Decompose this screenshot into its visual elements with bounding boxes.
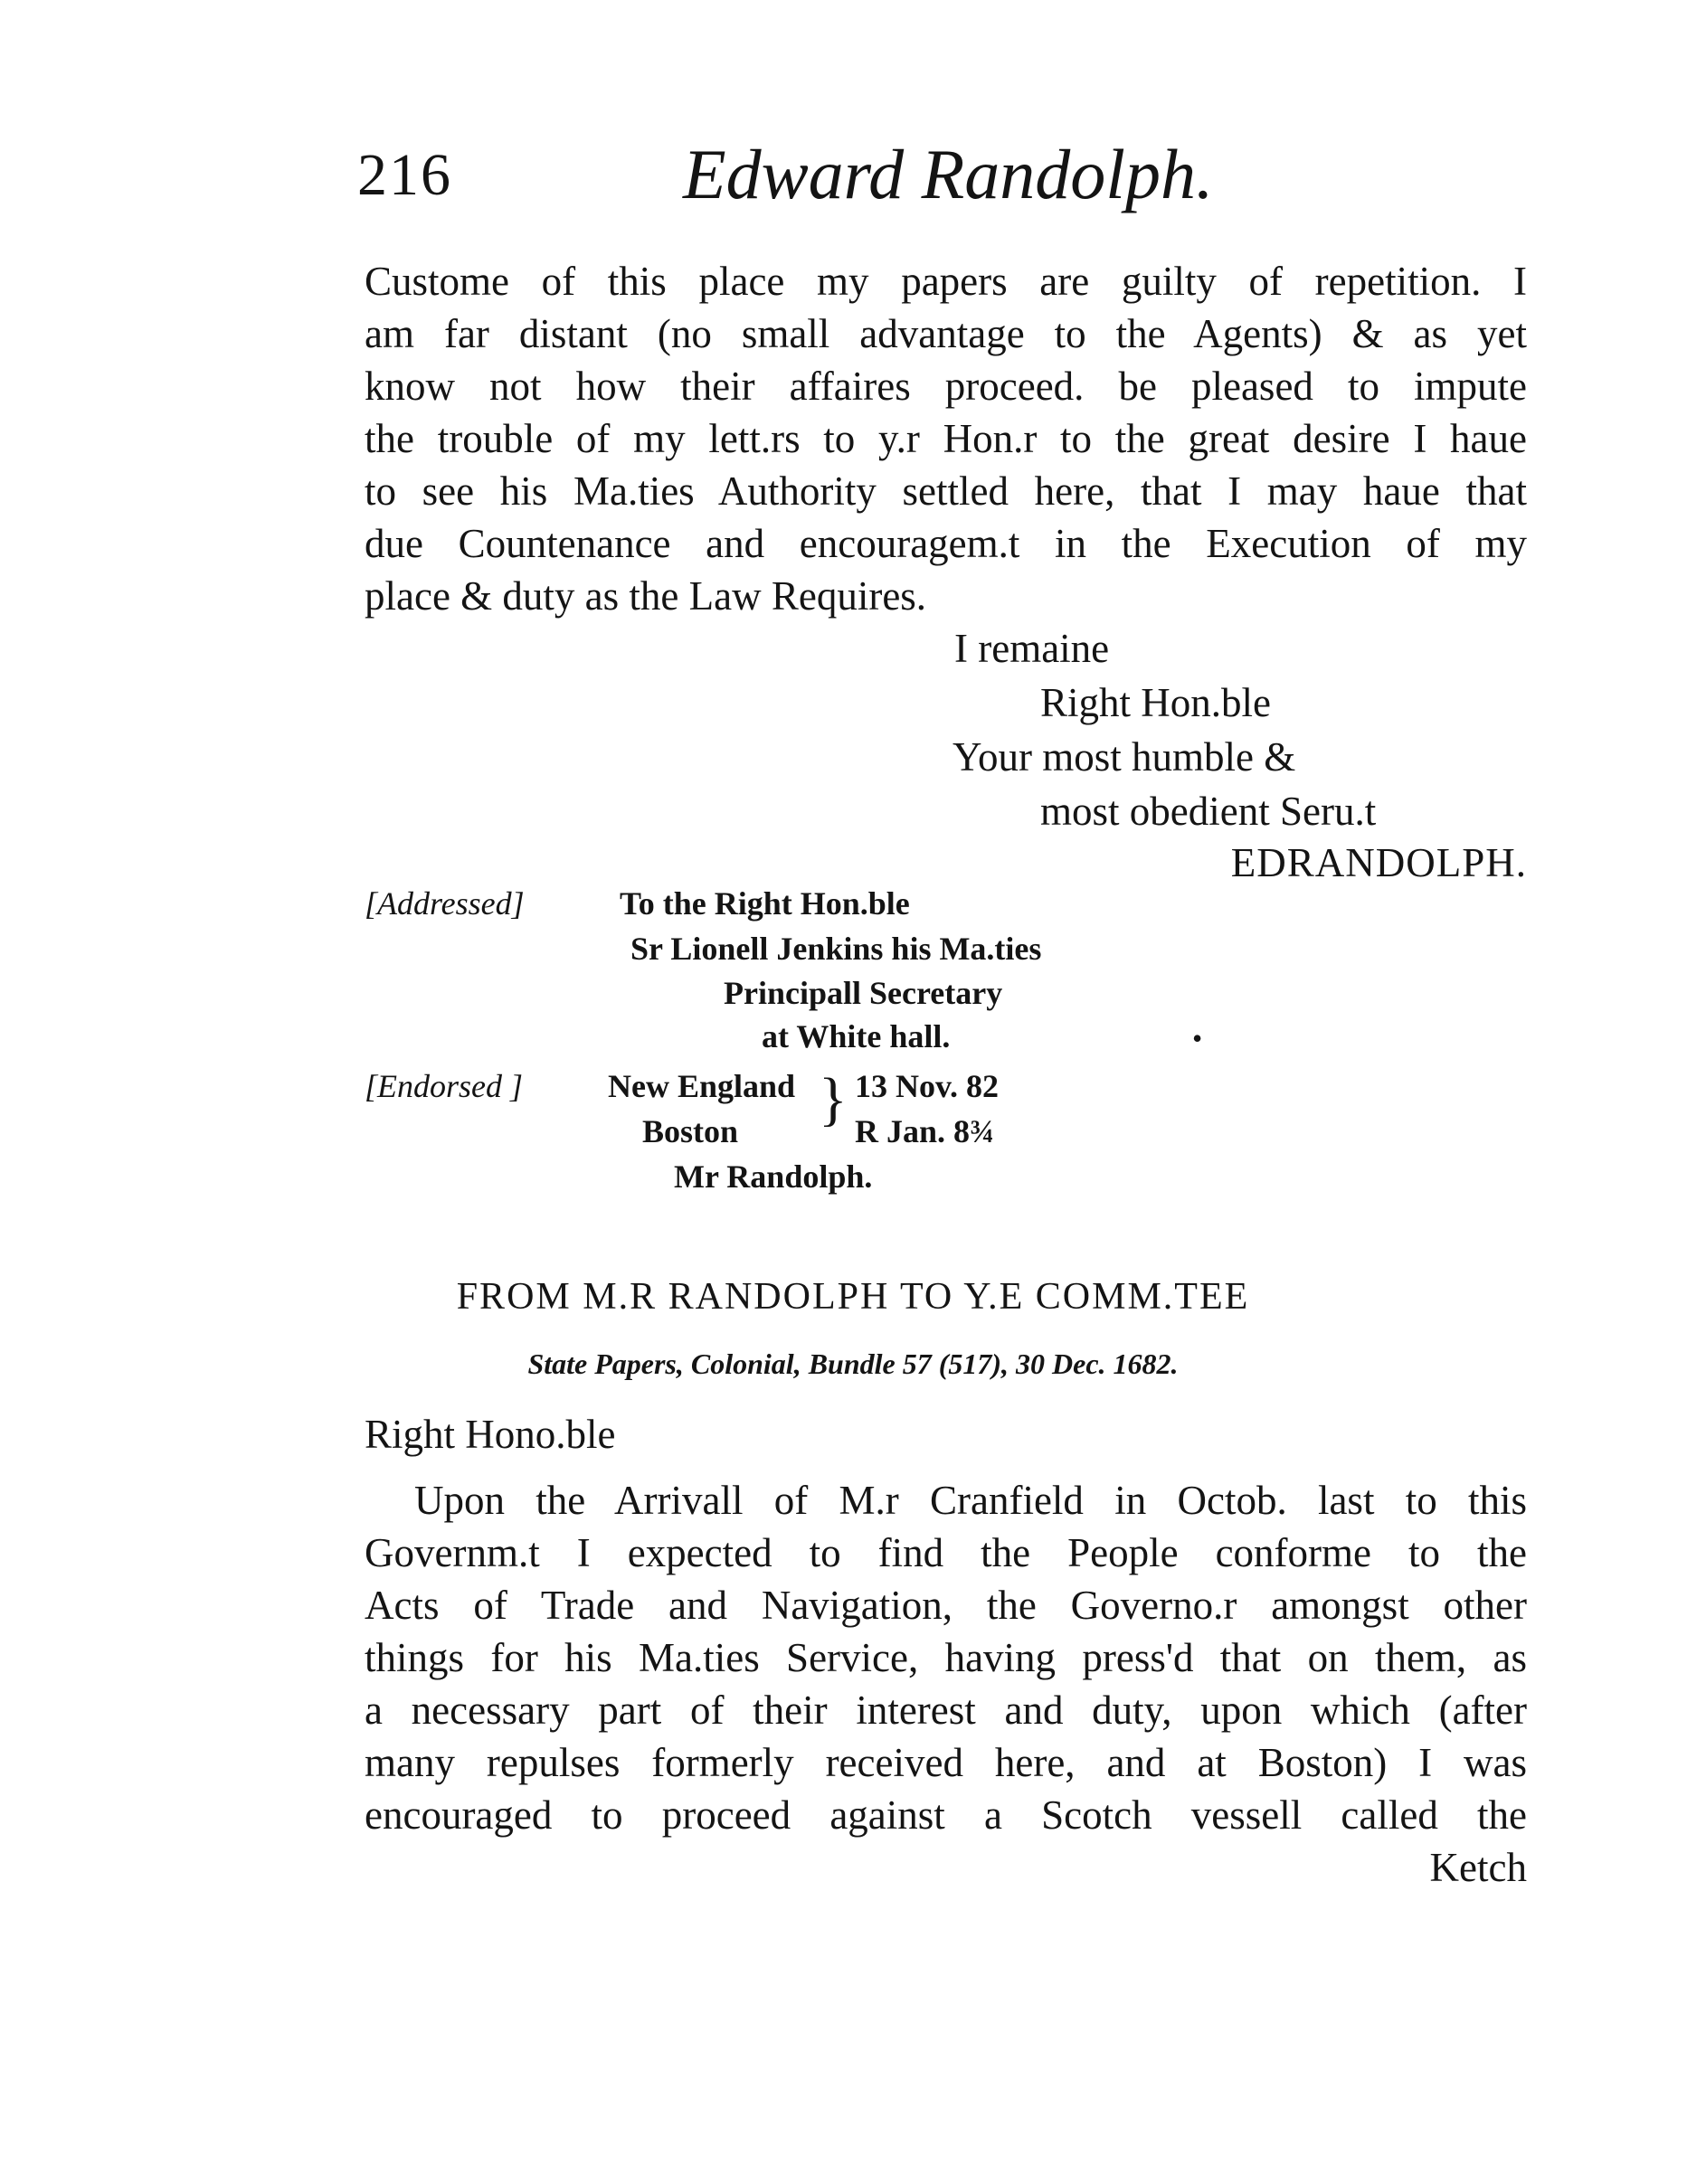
- endorsement-line: Boston: [642, 1113, 739, 1149]
- text-line: place & duty as the Law Requires.: [365, 573, 927, 619]
- brace-mark: }: [819, 1066, 848, 1132]
- salutation: Right Hono.ble: [365, 1412, 616, 1457]
- endorsement-date: R Jan. 8¾: [855, 1113, 995, 1149]
- closing-line: Your most humble &: [953, 734, 1296, 780]
- source-citation: State Papers, Colonial, Bundle 57 (517), 30 Dec. 1682.: [527, 1347, 1179, 1380]
- text-line: due Countenance and encouragem.t in the Execution of my: [365, 521, 1527, 566]
- letter-body: [365, 255, 1527, 622]
- address-label: [Addressed]: [365, 885, 525, 922]
- endorsement-date: 13 Nov. 82: [855, 1068, 1000, 1104]
- text-line: a necessary part of their interest and duty, upon which (after: [365, 1688, 1527, 1733]
- text-line: am far distant (no small advantage to the Agents) & as yet: [365, 311, 1527, 356]
- address-line: Principall Secretary: [724, 975, 1003, 1011]
- closing-line: most obedient Seru.t: [1040, 789, 1377, 834]
- endorsement-line: Mr Randolph.: [674, 1158, 873, 1195]
- section-heading: FROM M.R RANDOLPH TO Y.E COMM.TEE: [456, 1276, 1250, 1318]
- text-line: Governm.t I expected to find the People conforme to the: [365, 1530, 1527, 1575]
- address-line: To the Right Hon.ble: [620, 885, 910, 922]
- catchword: Ketch: [1429, 1845, 1527, 1890]
- text-line: the trouble of my lett.rs to y.r Hon.r to the great desire I haue: [365, 416, 1527, 461]
- letter-body: [365, 1474, 1527, 1894]
- closing-line: Right Hon.ble: [1040, 680, 1271, 725]
- running-title: Edward Randolph.: [683, 135, 1214, 213]
- text-line: know not how their affaires proceed. be pleased to impute: [365, 364, 1527, 409]
- address-line: at White hall.: [762, 1018, 951, 1054]
- page-number: 216: [357, 142, 452, 208]
- text-line: to see his Ma.ties Authority settled here, that I may haue that: [365, 468, 1527, 514]
- endorsement-line: New England: [608, 1068, 796, 1104]
- text-line: things for his Ma.ties Service, having press'd that on them, as: [365, 1635, 1527, 1680]
- text-line: Custome of this place my papers are guilty of repetition. I: [365, 259, 1527, 304]
- text-line: Upon the Arrivall of M.r Cranfield in Octob. last to this: [414, 1478, 1527, 1523]
- text-line: encouraged to proceed against a Scotch vessell called the: [365, 1792, 1527, 1838]
- text-line: many repulses formerly received here, and at Boston) I was: [365, 1740, 1527, 1785]
- signature: EDRANDOLPH.: [1230, 840, 1527, 885]
- stray-mark: •: [1192, 1022, 1203, 1054]
- text-line: Acts of Trade and Navigation, the Governo.r amongst other: [365, 1583, 1527, 1628]
- endorsement-label: [Endorsed ]: [365, 1068, 524, 1104]
- address-line: Sr Lionell Jenkins his Ma.ties: [630, 931, 1042, 967]
- closing-line: I remaine: [954, 626, 1110, 671]
